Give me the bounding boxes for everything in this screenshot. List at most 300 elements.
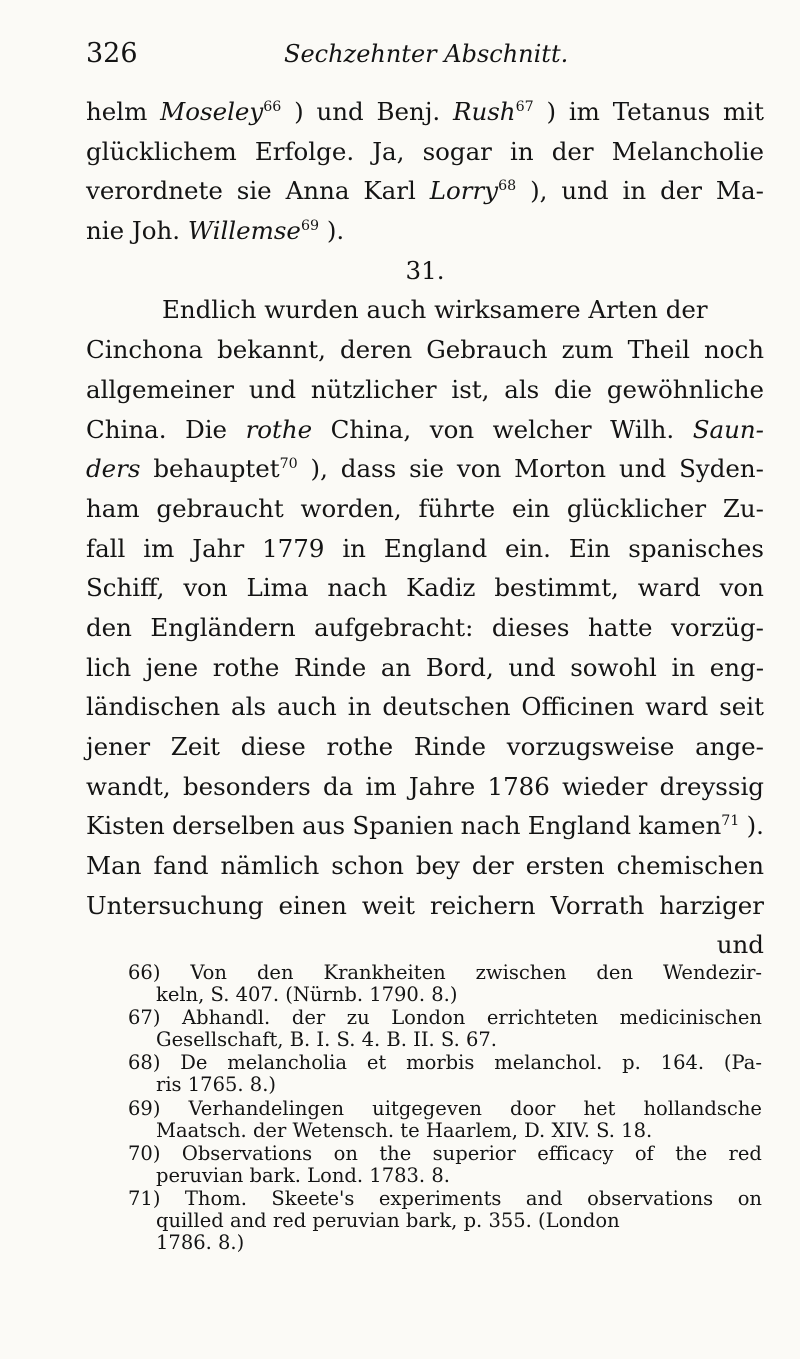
word: China. (86, 414, 167, 444)
footnote-line (128, 1052, 762, 1074)
token (86, 370, 234, 410)
word: schon (331, 851, 404, 881)
word: Ja, (372, 136, 405, 166)
word: im (568, 97, 600, 126)
word: medicinischen (619, 1006, 762, 1030)
word: zum (561, 335, 614, 365)
word: sogar (422, 136, 492, 166)
word: Cinchona (86, 335, 203, 365)
word: fand (153, 851, 209, 881)
word: vorzugsweise (506, 732, 675, 761)
token (546, 92, 556, 132)
word: Wendezir- (662, 961, 762, 984)
token (348, 687, 372, 727)
text-line (86, 132, 764, 172)
token (588, 608, 653, 648)
section-number (86, 251, 764, 291)
token (314, 608, 473, 648)
token (192, 529, 244, 569)
token (247, 568, 309, 608)
word: reichern (429, 890, 536, 920)
token (86, 489, 140, 529)
text-segment: 31. (405, 255, 445, 285)
token (213, 648, 280, 688)
word: an (380, 652, 412, 682)
token (340, 330, 412, 370)
word: ward (645, 692, 709, 722)
word: ersten (525, 851, 605, 881)
word: De (180, 1051, 208, 1075)
word: 69) (128, 1096, 161, 1120)
word: aufgebracht: (314, 612, 474, 642)
word: kamen (638, 811, 722, 841)
word: verordnete (86, 176, 223, 206)
word: deutschen (382, 692, 511, 722)
word: ham (86, 493, 140, 523)
token (156, 489, 283, 529)
token (716, 171, 764, 211)
word: und (316, 97, 364, 126)
word: (Pa- (723, 1051, 762, 1075)
footnote-ref: 69 (300, 217, 320, 234)
text-line (86, 727, 764, 767)
word: in (347, 692, 372, 722)
footnote (128, 1052, 762, 1096)
word: einen (278, 890, 347, 920)
word: 71) (128, 1186, 161, 1210)
word: sie (409, 454, 444, 484)
token (86, 529, 125, 569)
word: wieder (562, 771, 648, 801)
text-line (86, 449, 764, 489)
token (171, 727, 220, 767)
token (86, 92, 147, 132)
token (146, 648, 198, 688)
word: sowohl (570, 652, 657, 682)
text-line (86, 925, 764, 965)
text-line (86, 806, 764, 846)
word: worden, (300, 493, 402, 523)
token (695, 727, 764, 767)
token (717, 925, 764, 965)
word: spanisches (628, 533, 764, 563)
token (617, 846, 764, 886)
token (507, 727, 675, 767)
token (172, 806, 295, 846)
text-line (86, 410, 764, 450)
word: von (456, 454, 502, 484)
token (719, 687, 764, 727)
token (510, 132, 534, 172)
footnote (128, 1188, 762, 1254)
footnote-ref: 67 (515, 98, 534, 115)
word: Bord, (425, 652, 494, 682)
word: Man (86, 851, 142, 881)
word: Wilh. (610, 414, 675, 444)
word: the (379, 1141, 412, 1165)
token (494, 568, 619, 608)
word: lich (86, 652, 132, 682)
word: den (596, 961, 634, 984)
token (327, 211, 344, 251)
word: ein. (505, 533, 551, 563)
footnote-continuation: Gesellschaft, B. I. S. 4. B. II. S. 67. (156, 1028, 497, 1052)
text-line (86, 290, 764, 330)
token (693, 410, 764, 450)
token (613, 92, 711, 132)
token (162, 290, 708, 330)
token (86, 330, 203, 370)
word: uitgegeven (372, 1096, 482, 1120)
word: wandt, (86, 771, 171, 801)
word: der (660, 176, 702, 206)
word: derselben (172, 811, 295, 841)
token (430, 886, 536, 926)
token (416, 846, 460, 886)
token (638, 806, 739, 846)
word: gewöhnliche (606, 374, 764, 404)
token (249, 370, 296, 410)
token (311, 449, 328, 489)
footnote-ref: 71 (721, 813, 740, 830)
word: Kisten (86, 811, 165, 841)
token (623, 171, 647, 211)
token (86, 132, 237, 172)
word: von (719, 573, 764, 603)
token (508, 648, 555, 688)
word: auch (276, 692, 337, 722)
token (723, 92, 764, 132)
word: efficacy (537, 1141, 614, 1165)
token (406, 251, 445, 291)
token (323, 767, 353, 807)
token (521, 687, 634, 727)
text-line (86, 648, 764, 688)
token (570, 648, 657, 688)
text-line (86, 886, 764, 926)
word: welcher (492, 414, 592, 444)
word: nach (460, 811, 521, 841)
text-line (86, 568, 764, 608)
token (185, 410, 227, 450)
italic-name: Saun- (692, 414, 764, 444)
word: p. (622, 1051, 641, 1075)
word: Syden- (679, 454, 764, 484)
text-line (86, 171, 764, 211)
word: eng- (709, 652, 764, 682)
footnote-line (128, 1188, 762, 1210)
token (619, 449, 666, 489)
token (86, 846, 141, 886)
token (504, 370, 539, 410)
token (723, 489, 764, 529)
token (554, 370, 592, 410)
italic-name: Lorry (429, 176, 499, 206)
word: nämlich (220, 851, 320, 881)
word: Lima (246, 573, 309, 603)
token (377, 92, 441, 132)
text-segment: Endlich wurden auch wirksamere Arten der (161, 295, 708, 325)
word: England (383, 533, 488, 563)
word: dieses (491, 612, 570, 642)
token (530, 171, 547, 211)
word: und (618, 454, 667, 484)
page-number: 326 (86, 38, 138, 69)
token (331, 846, 404, 886)
token (561, 171, 608, 211)
token (493, 410, 592, 450)
italic-name: Rush (453, 97, 516, 126)
word: China, (330, 414, 412, 444)
token (286, 171, 350, 211)
word: melancholia (227, 1051, 348, 1075)
word: ). (746, 811, 764, 841)
word: als (231, 692, 267, 722)
word: Benj. (376, 97, 441, 126)
word: of (634, 1141, 654, 1165)
word: Karl (363, 176, 416, 206)
token (704, 330, 764, 370)
footnote (128, 1143, 762, 1187)
word: allgemeiner (86, 374, 235, 404)
token (567, 489, 706, 529)
word: morbis (406, 1051, 475, 1075)
token (183, 568, 227, 608)
word: sie (236, 176, 272, 206)
token (453, 92, 534, 132)
token (418, 489, 495, 529)
footnote (128, 962, 762, 1006)
word: im (143, 533, 175, 563)
token (679, 449, 764, 489)
token (569, 529, 611, 569)
word: Die (185, 414, 228, 444)
footnote (128, 1007, 762, 1051)
token (569, 92, 600, 132)
token (409, 449, 444, 489)
token (342, 529, 366, 569)
footnote-line (128, 1143, 762, 1165)
word: von (429, 414, 475, 444)
token (381, 648, 411, 688)
token (294, 92, 304, 132)
word: 68) (128, 1051, 161, 1075)
word: Anna (285, 176, 350, 206)
word: 66) (128, 961, 161, 984)
word: Officinen (521, 692, 635, 722)
text-line (86, 608, 764, 648)
word: den (256, 961, 294, 984)
word: Thom. (184, 1186, 247, 1210)
footnote-continuation: 1786. 8.) (156, 1230, 245, 1254)
word: in (342, 533, 366, 563)
text-line (86, 370, 764, 410)
token (246, 410, 313, 450)
word: behauptet (153, 454, 280, 484)
word: 164. (660, 1051, 705, 1075)
word: von (183, 573, 228, 603)
token (160, 92, 281, 132)
text-line (86, 211, 764, 251)
word: dreyssig (659, 771, 764, 801)
token (316, 92, 363, 132)
word: Erfolge. (254, 136, 355, 166)
word: hollandsche (643, 1096, 762, 1120)
token (488, 767, 550, 807)
word: gebraucht (156, 493, 284, 523)
word: Rinde (413, 732, 487, 761)
word: Melancholie (611, 136, 764, 166)
italic-name: Moseley (160, 97, 264, 126)
token (153, 846, 208, 886)
word: nach (327, 573, 388, 603)
token (86, 648, 131, 688)
word: mit (723, 97, 764, 126)
word: und (561, 176, 609, 206)
word: helm (86, 97, 148, 126)
word: jener (86, 732, 151, 761)
word: Jahr (192, 533, 245, 563)
footnote-continuation: ris 1765. 8.) (156, 1073, 276, 1097)
token (237, 171, 272, 211)
word: Kadiz (406, 573, 476, 603)
word: 1786 (487, 771, 550, 801)
token (86, 886, 264, 926)
word: Rinde (293, 652, 367, 682)
token (562, 330, 614, 370)
word: Morton (514, 454, 607, 484)
word: zu (346, 1006, 370, 1030)
token (382, 687, 510, 727)
word: Skeete's (271, 1186, 355, 1210)
word: Ein (568, 533, 611, 563)
token (409, 767, 475, 807)
word: und (508, 652, 556, 682)
token (143, 529, 174, 569)
token (414, 727, 486, 767)
word: Jahre (408, 771, 476, 801)
token (550, 886, 644, 926)
word: nützlicher (310, 374, 437, 404)
token (426, 330, 547, 370)
footnote-continuation: quilled and red peruvian bark, p. 355. (London (156, 1208, 620, 1232)
word: fall (86, 533, 126, 563)
token (366, 767, 397, 807)
word: in (622, 176, 647, 206)
word: ), (530, 176, 548, 206)
token (628, 529, 764, 569)
token (331, 410, 412, 450)
word: Ma- (715, 176, 764, 206)
token (451, 370, 489, 410)
token (86, 568, 164, 608)
token (492, 608, 570, 648)
token (514, 449, 606, 489)
word: deren (339, 335, 413, 365)
token (279, 886, 347, 926)
token (86, 727, 150, 767)
word: als (504, 374, 540, 404)
word: ), (310, 454, 328, 484)
token (363, 171, 415, 211)
word: diese (240, 732, 306, 761)
text-segment: nie Joh. (86, 216, 181, 246)
word: superior (432, 1141, 516, 1165)
running-title: Sechzehnter Abschnitt. (284, 40, 569, 68)
token (430, 171, 516, 211)
token (526, 846, 605, 886)
word: experiments (378, 1186, 502, 1210)
word: Zu- (722, 493, 764, 523)
word: errichteten (486, 1006, 599, 1030)
word: noch (703, 335, 764, 365)
token (659, 886, 764, 926)
word: the (675, 1141, 708, 1165)
word: ist, (451, 374, 490, 404)
body-text (86, 92, 764, 965)
word: London (391, 1006, 466, 1030)
token (302, 806, 345, 846)
token (362, 886, 415, 926)
token (505, 529, 551, 569)
word: im (365, 771, 397, 801)
word: Verhandelingen (188, 1096, 345, 1120)
word: Von (190, 961, 227, 984)
token (528, 806, 631, 846)
word: der (471, 851, 514, 881)
word: Observations (181, 1141, 313, 1165)
word: Abhandl. (182, 1006, 271, 1030)
word: ange- (695, 732, 764, 761)
token (301, 489, 402, 529)
word: besonders (182, 771, 311, 801)
text-line (86, 846, 764, 886)
word: weit (361, 890, 416, 920)
token (86, 211, 180, 251)
token (150, 608, 295, 648)
text-line (86, 687, 764, 727)
word: 67) (128, 1006, 161, 1030)
word: in (510, 136, 534, 166)
word: glücklichem (86, 136, 237, 166)
token (352, 806, 453, 846)
footnotes (128, 962, 762, 1255)
token (638, 568, 701, 608)
token (710, 648, 764, 688)
token (153, 449, 297, 489)
token (552, 132, 594, 172)
word: vorzüg- (670, 612, 764, 642)
token (426, 648, 494, 688)
token (86, 608, 132, 648)
token (384, 529, 487, 569)
token (461, 806, 521, 846)
word: Vorrath (550, 890, 645, 920)
word: die (554, 374, 593, 404)
token (341, 449, 396, 489)
token (607, 370, 764, 410)
word: door (510, 1096, 556, 1120)
token (255, 132, 354, 172)
token (86, 687, 220, 727)
footnote-line (128, 962, 762, 984)
word: Gebrauch (426, 335, 548, 365)
token (512, 489, 550, 529)
word: Tetanus (612, 97, 711, 126)
token (645, 687, 708, 727)
footnote-ref: 66 (263, 98, 282, 115)
word: seit (719, 692, 764, 722)
